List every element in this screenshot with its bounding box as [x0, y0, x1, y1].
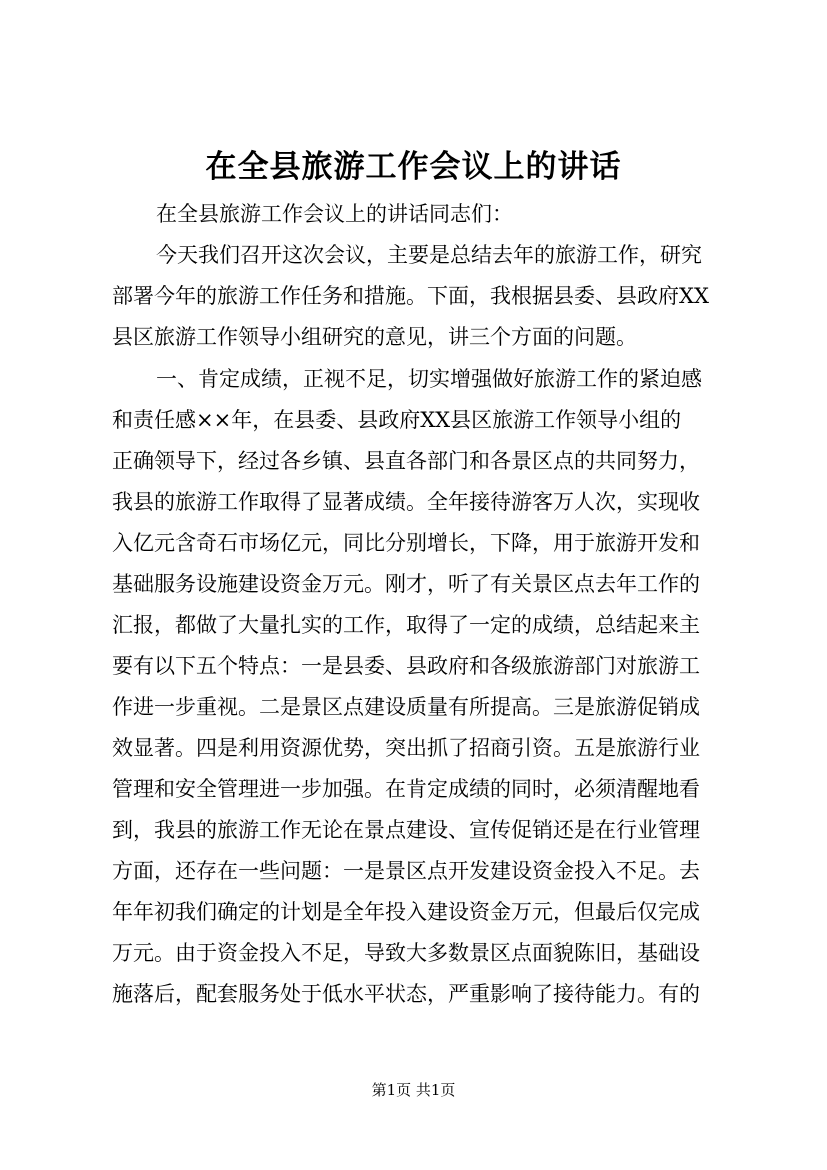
body-line-3: 部署今年的旅游工作任务和措施。下面，我根据县委、县政府XX [112, 284, 709, 308]
body-line-17: 方面，还存在一些问题：一是景区点开发建设资金投入不足。去 [112, 859, 700, 883]
body-line-8: 我县的旅游工作取得了显著成绩。全年接待游客万人次，实现收 [112, 490, 700, 514]
page-title: 在全县旅游工作会议上的讲话 [205, 149, 622, 185]
body-line-20: 施落后，配套服务处于低水平状态，严重影响了接待能力。有的 [112, 982, 700, 1006]
body-line-6: 和责任感××年，在县委、县政府XX县区旅游工作领导小组的 [112, 408, 682, 432]
body-line-5: 一、肯定成绩，正视不足，切实增强做好旅游工作的紧迫感 [156, 367, 702, 391]
page-number-footer: 第1页 共1页 [371, 1081, 456, 1099]
body-line-4: 县区旅游工作领导小组研究的意见，讲三个方面的问题。 [112, 325, 637, 349]
body-line-19: 万元。由于资金投入不足，导致大多数景区点面貌陈旧，基础设 [112, 941, 700, 965]
body-line-1: 在全县旅游工作会议上的讲话同志们： [156, 202, 513, 226]
body-line-18: 年年初我们确定的计划是全年投入建设资金万元，但最后仅完成 [112, 900, 700, 924]
body-line-7: 正确领导下，经过各乡镇、县直各部门和各景区点的共同努力， [112, 449, 700, 473]
body-line-14: 效显著。四是利用资源优势，突出抓了招商引资。五是旅游行业 [112, 736, 700, 760]
body-line-2: 今天我们召开这次会议，主要是总结去年的旅游工作，研究 [156, 243, 702, 267]
body-line-15: 管理和安全管理进一步加强。在肯定成绩的同时，必须清醒地看 [112, 777, 700, 801]
body-line-10: 基础服务设施建设资金万元。刚才，听了有关景区点去年工作的 [112, 572, 700, 596]
body-line-9: 入亿元含奇石市场亿元，同比分别增长，下降，用于旅游开发和 [112, 531, 700, 555]
body-line-16: 到，我县的旅游工作无论在景点建设、宣传促销还是在行业管理 [112, 818, 700, 842]
body-line-13: 作进一步重视。二是景区点建设质量有所提高。三是旅游促销成 [112, 695, 700, 719]
body-line-11: 汇报，都做了大量扎实的工作，取得了一定的成绩，总结起来主 [112, 613, 700, 637]
body-line-12: 要有以下五个特点：一是县委、县政府和各级旅游部门对旅游工 [112, 654, 700, 678]
